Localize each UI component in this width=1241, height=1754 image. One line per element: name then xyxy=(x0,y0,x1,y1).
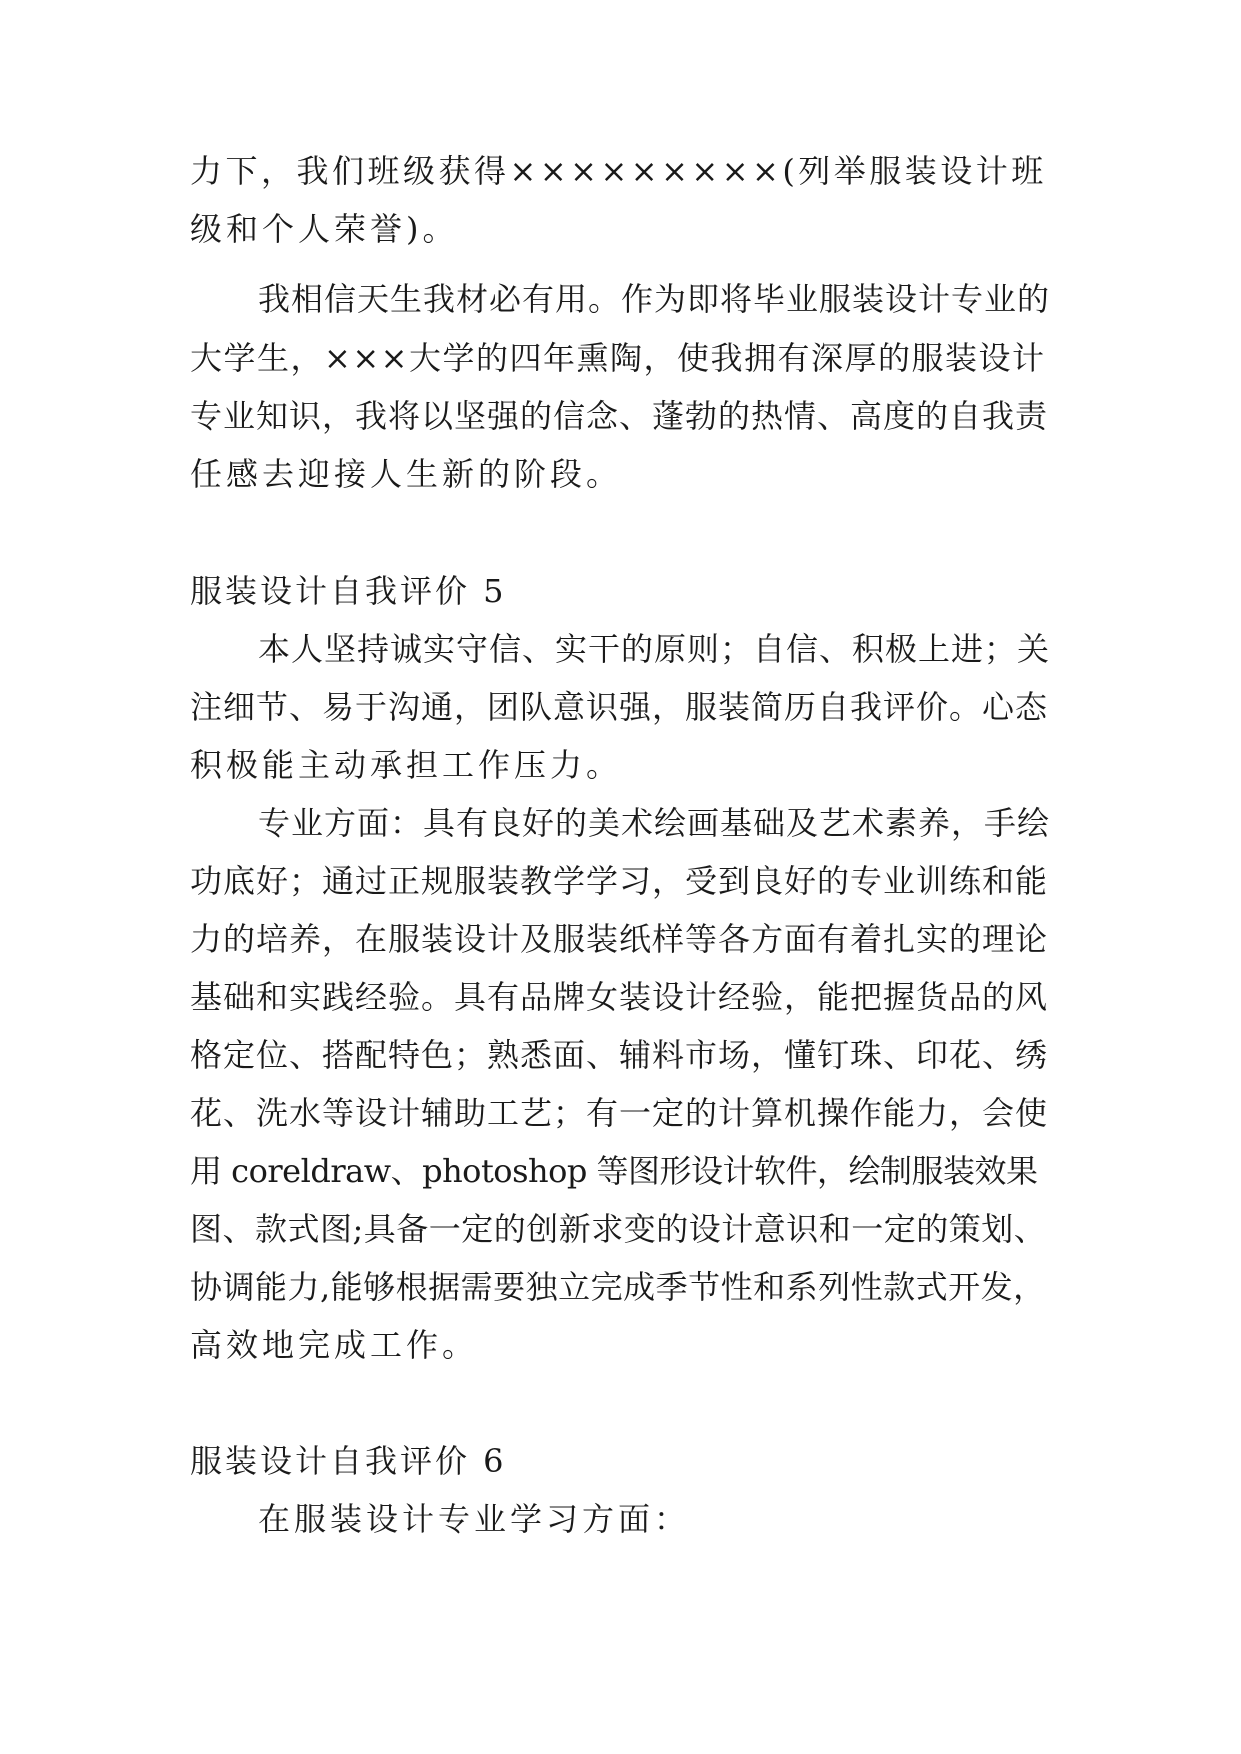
text-line: 任感去迎接人生新的阶段。 xyxy=(190,455,623,493)
text-line: 功底好；通过正规服装教学学习，受到良好的专业训练和能 xyxy=(190,862,1049,900)
paragraph-first-line: 我相信天生我材必有用。作为即将毕业服装设计专业的 xyxy=(258,280,1051,318)
text-line: 花、洗水等设计辅助工艺；有一定的计算机操作能力，会使 xyxy=(190,1094,1049,1132)
paragraph-first-line: 本人坚持诚实守信、实干的原则；自信、积极上进；关 xyxy=(258,630,1051,668)
text-line: 基础和实践经验。具有品牌女装设计经验，能把握货品的风 xyxy=(190,978,1049,1016)
text-line: 专业知识，我将以坚强的信念、蓬勃的热情、高度的自我责 xyxy=(190,397,1049,435)
text-line: 协调能力,能够根据需要独立完成季节性和系列性款式开发， xyxy=(190,1268,1046,1306)
text-line: 力的培养，在服装设计及服装纸样等各方面有着扎实的理论 xyxy=(190,920,1049,958)
paragraph-first-line: 专业方面：具有良好的美术绘画基础及艺术素养，手绘 xyxy=(258,804,1051,842)
paragraph-first-line: 在服装设计专业学习方面： xyxy=(258,1500,691,1538)
section-heading-6: 服装设计自我评价 6 xyxy=(190,1442,507,1480)
section-heading-5: 服装设计自我评价 5 xyxy=(190,572,507,610)
text-line: 大学生，×××大学的四年熏陶，使我拥有深厚的服装设计 xyxy=(190,339,1046,377)
text-line: 级和个人荣誉)。 xyxy=(190,210,459,248)
text-line: 力下，我们班级获得×××××××××(列举服装设计班 xyxy=(190,152,1047,190)
text-line: 积极能主动承担工作压力。 xyxy=(190,746,623,784)
text-line: 用 coreldraw、photoshop 等图形设计软件，绘制服装效果 xyxy=(190,1152,1038,1190)
text-line: 图、款式图;具备一定的创新求变的设计意识和一定的策划、 xyxy=(190,1210,1047,1248)
text-line: 高效地完成工作。 xyxy=(190,1326,479,1364)
text-line: 格定位、搭配特色；熟悉面、辅料市场，懂钉珠、印花、绣 xyxy=(190,1036,1049,1074)
text-line: 注细节、易于沟通，团队意识强，服装简历自我评价。心态 xyxy=(190,688,1049,726)
